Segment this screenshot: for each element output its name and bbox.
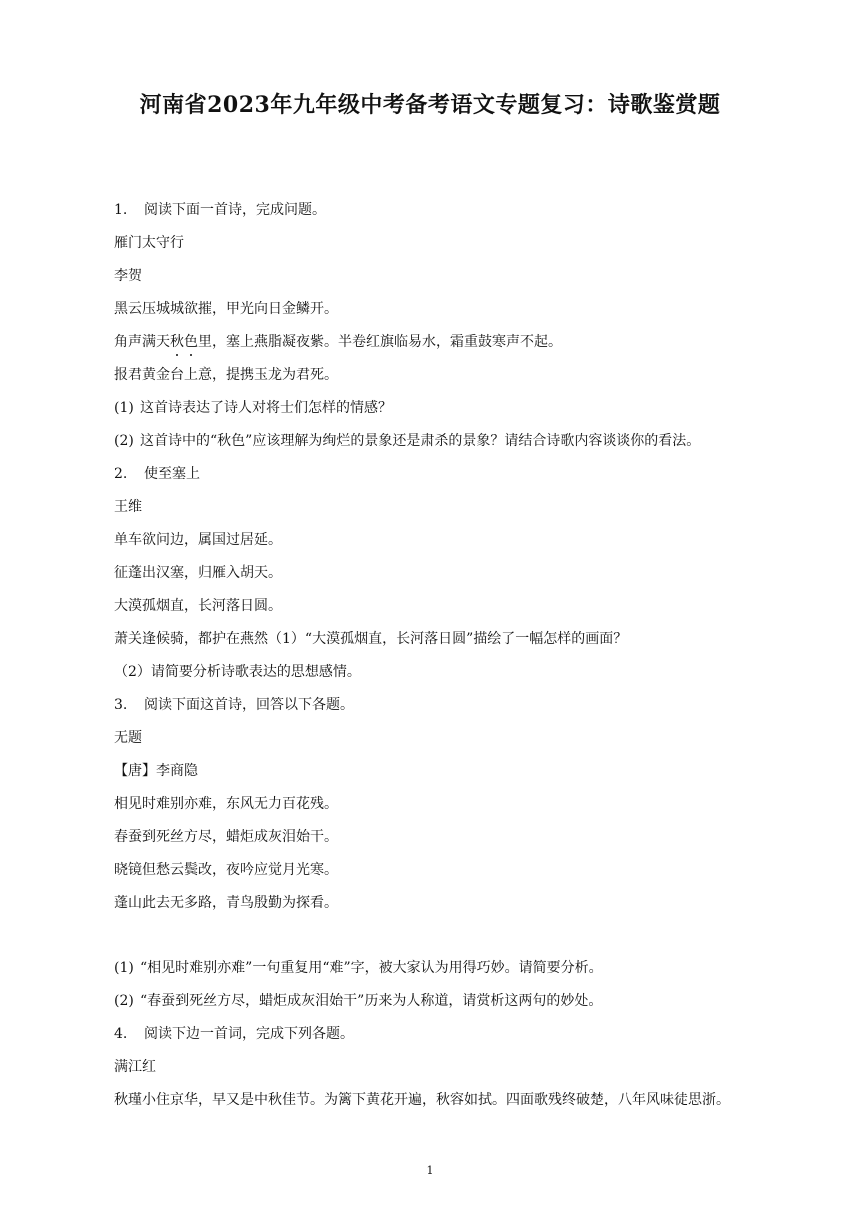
question-number: 1. (114, 202, 128, 218)
sub-question: （2）请简要分析诗歌表达的思想感情。 (114, 664, 361, 680)
sub-question-text: “相见时难别亦难”一句重复用“难”字，被大家认为用得巧妙。请简要分析。 (140, 960, 603, 976)
sub-question-number: (1) (114, 400, 134, 416)
sub-question-text: “春蚕到死丝方尽，蜡炬成灰泪始干”历来为人称道，请赏析这两句的妙处。 (140, 993, 603, 1009)
poem-line: 黑云压城城欲摧，甲光向日金鳞开。 (114, 301, 338, 317)
question-4-prompt (114, 1024, 794, 1057)
poem-title: 雁门太守行 (114, 235, 184, 251)
poem-title: 满江红 (114, 1059, 156, 1075)
sub-question-number: (2) (114, 993, 134, 1009)
poem-line: 萧关逢候骑，都护在燕然（1）“大漠孤烟直，长河落日圆”描绘了一幅怎样的画面？ (114, 631, 628, 647)
poem-author: 李贺 (114, 268, 142, 284)
sub-question-number: (2) (114, 433, 134, 449)
poem-line: 征蓬出汉塞，归雁入胡天。 (114, 565, 282, 581)
sub-question (114, 991, 794, 1024)
poem-line: 相见时难别亦难，东风无力百花残。 (114, 796, 338, 812)
poem-line: 春蚕到死丝方尽，蜡炬成灰泪始干。 (114, 829, 338, 845)
page-number: 1 (426, 1164, 434, 1177)
sub-question-text: 这首诗中的“秋色”应该理解为绚烂的景象还是肃杀的景象？请结合诗歌内容谈谈你的看法。 (140, 433, 701, 449)
sub-question-text: 这首诗表达了诗人对将士们怎样的情感？ (140, 400, 392, 416)
question-3-prompt (114, 695, 794, 728)
emphasis-char: 色 (184, 334, 198, 350)
poem-author: 【唐】李商隐 (114, 763, 198, 779)
question-number: 4. (114, 1026, 128, 1042)
poem-title: 使至塞上 (144, 466, 200, 482)
question-1-prompt (114, 200, 794, 233)
sub-question (114, 431, 794, 464)
question-number: 2. (114, 466, 128, 482)
question-text: 阅读下面这首诗，回答以下各题。 (144, 697, 354, 713)
document-body (114, 200, 794, 1123)
question-number: 3. (114, 697, 128, 713)
question-text: 阅读下边一首词，完成下列各题。 (144, 1026, 354, 1042)
sub-question (114, 958, 794, 991)
poem-line: 大漠孤烟直，长河落日圆。 (114, 598, 282, 614)
poem-line: 报君黄金台上意，提携玉龙为君死。 (114, 367, 338, 383)
poem-line (114, 332, 794, 365)
poem-line: 晓镜但愁云鬓改，夜吟应觉月光寒。 (114, 862, 338, 878)
sub-question (114, 398, 794, 431)
poem-line: 秋瑾小住京华，早又是中秋佳节。为篱下黄花开遍，秋容如拭。四面歌残终破楚，八年风味徒思浙。 (114, 1092, 730, 1108)
document-title: 河南省2023年九年级中考备考语文专题复习：诗歌鉴赏题 (139, 92, 721, 118)
question-2-prompt (114, 464, 794, 497)
poem-author: 王维 (114, 499, 142, 515)
poem-title: 无题 (114, 730, 142, 746)
poem-text: 角声满天 (114, 334, 170, 350)
emphasis-char: 秋 (170, 334, 184, 350)
poem-line: 蓬山此去无多路，青鸟殷勤为探看。 (114, 895, 338, 911)
question-text: 阅读下面一首诗，完成问题。 (144, 202, 326, 218)
poem-text: 里，塞上燕脂凝夜紫。半卷红旗临易水，霜重鼓寒声不起。 (198, 334, 562, 350)
sub-question-number: (1) (114, 960, 134, 976)
poem-line: 单车欲问边，属国过居延。 (114, 532, 282, 548)
